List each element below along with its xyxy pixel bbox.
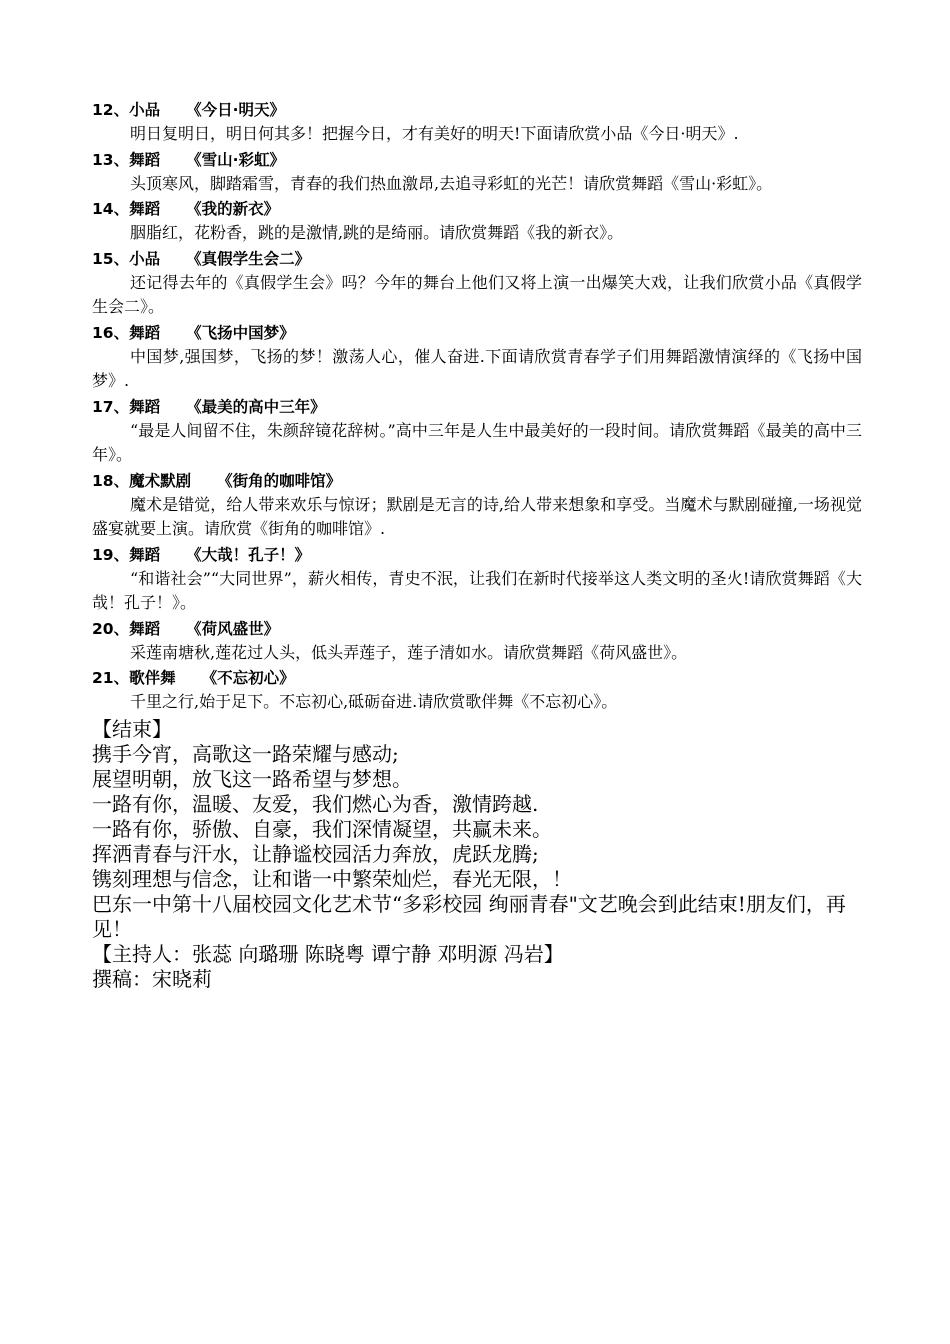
program-item-intro: 头顶寒风，脚踏霜雪，青春的我们热血激昂,去追寻彩虹的光芒！请欣赏舞蹈《雪山·彩虹》。 bbox=[130, 173, 773, 193]
program-item-intro: 千里之行,始于足下。不忘初心,砥砺奋进.请欣赏歌伴舞《不忘初心》。 bbox=[130, 692, 618, 711]
ending-line: 携手今宵，高歌这一路荣耀与感动; bbox=[92, 741, 399, 766]
program-item-intro: 中国梦,强国梦，飞扬的梦！激荡人心，催人奋进.下面请欣赏青春学子们用舞蹈激情演绎的《飞扬中国梦》. bbox=[92, 346, 862, 390]
ending-line: 展望明朝，放飞这一路希望与梦想。 bbox=[92, 766, 412, 791]
item-type: 歌伴舞 bbox=[129, 669, 176, 687]
program-item-heading bbox=[92, 469, 862, 493]
program-item-intro: 还记得去年的《真假学生会》吗？今年的舞台上他们又将上演一出爆笑大戏，让我们欣赏小品《真假学生会二》。 bbox=[92, 272, 862, 316]
program-item-heading bbox=[92, 321, 862, 345]
program-item-heading bbox=[92, 543, 862, 567]
ending-line: 挥洒青春与汗水，让静谧校园活力奔放，虎跃龙腾; bbox=[92, 841, 539, 866]
item-title: 《真假学生会二》 bbox=[186, 249, 311, 268]
program-item-heading bbox=[92, 617, 862, 641]
item-number: 18、 bbox=[92, 471, 130, 490]
item-number: 17、 bbox=[92, 397, 130, 416]
item-number: 21、 bbox=[92, 669, 130, 687]
item-type: 舞蹈 bbox=[129, 323, 161, 342]
item-type: 小品 bbox=[129, 249, 161, 268]
program-item bbox=[92, 617, 862, 666]
item-type: 舞蹈 bbox=[129, 200, 161, 218]
ending-line: 镌刻理想与信念，让和谐一中繁荣灿烂，春光无限，！ bbox=[92, 866, 572, 891]
author-line: 撰稿：宋晓莉 bbox=[92, 966, 212, 991]
program-item-heading bbox=[92, 98, 862, 122]
item-type: 小品 bbox=[129, 101, 161, 119]
item-title: 《荷风盛世》 bbox=[186, 619, 280, 638]
program-item bbox=[92, 247, 862, 320]
item-type: 魔术默剧 bbox=[129, 471, 192, 490]
program-item-intro: 采莲南塘秋,莲花过人头，低头弄莲子，莲子清如水。请欣赏舞蹈《荷风盛世》。 bbox=[130, 642, 688, 662]
item-number: 12、 bbox=[92, 101, 130, 119]
item-number: 16、 bbox=[92, 323, 130, 342]
program-item bbox=[92, 321, 862, 394]
item-number: 13、 bbox=[92, 150, 130, 169]
program-item-heading bbox=[92, 666, 862, 690]
item-type: 舞蹈 bbox=[129, 150, 161, 169]
program-item-intro: “和谐社会”“大同世界”，薪火相传，青史不泯，让我们在新时代接举这人类文明的圣火!请欣赏舞蹈《大哉！孔子！》。 bbox=[92, 568, 862, 612]
ending-line: 一路有你，骄傲、自豪，我们深情凝望，共赢未来。 bbox=[92, 816, 552, 841]
item-number: 14、 bbox=[92, 200, 130, 218]
program-item-intro: 魔术是错觉，给人带来欢乐与惊讶；默剧是无言的诗,给人带来想象和享受。当魔术与默剧碰撞,一场视觉盛宴就要上演。请欣赏《街角的咖啡馆》. bbox=[92, 494, 862, 538]
item-title: 《街角的咖啡馆》 bbox=[217, 471, 342, 490]
ending-heading: 【结束】 bbox=[92, 716, 172, 741]
program-item-intro: 胭脂红，花粉香，跳的是激情,跳的是绮丽。请欣赏舞蹈《我的新衣》。 bbox=[130, 223, 624, 242]
closing-announcement: 巴东一中第十八届校园文化艺术节“多彩校园 绚丽青春"文艺晚会到此结束!朋友们，再见！ bbox=[92, 891, 846, 941]
ending-section bbox=[92, 717, 862, 992]
item-title: 《最美的高中三年》 bbox=[186, 397, 326, 416]
document-page bbox=[92, 98, 862, 992]
item-title: 《我的新衣》 bbox=[186, 200, 280, 218]
ending-line: 一路有你，温暖、友爱，我们燃心为香，激情跨越. bbox=[92, 791, 539, 816]
item-type: 舞蹈 bbox=[129, 545, 161, 564]
item-number: 20、 bbox=[92, 619, 130, 638]
hosts-line: 【主持人：张蕊 向璐珊 陈晓粤 谭宁静 邓明源 冯岩】 bbox=[92, 941, 564, 966]
item-title: 《大哉！孔子！》 bbox=[186, 545, 311, 564]
program-item-heading bbox=[92, 197, 862, 221]
item-title: 《雪山·彩虹》 bbox=[186, 150, 285, 169]
item-number: 15、 bbox=[92, 249, 130, 268]
item-type: 舞蹈 bbox=[129, 619, 161, 638]
program-item bbox=[92, 469, 862, 542]
item-title: 《不忘初心》 bbox=[201, 669, 295, 687]
program-item-intro: 明日复明日，明日何其多！把握今日，才有美好的明天!下面请欣赏小品《今日·明天》. bbox=[130, 124, 739, 143]
item-title: 《今日·明天》 bbox=[186, 101, 285, 119]
item-title: 《飞扬中国梦》 bbox=[186, 323, 295, 342]
program-item-heading bbox=[92, 148, 862, 172]
program-item-heading bbox=[92, 395, 862, 419]
program-item bbox=[92, 148, 862, 197]
program-item-heading bbox=[92, 247, 862, 271]
program-item bbox=[92, 98, 862, 147]
program-item bbox=[92, 395, 862, 468]
program-item bbox=[92, 543, 862, 616]
program-item bbox=[92, 666, 862, 715]
program-item bbox=[92, 197, 862, 246]
item-type: 舞蹈 bbox=[129, 397, 161, 416]
item-number: 19、 bbox=[92, 545, 130, 564]
program-item-intro: “最是人间留不住，朱颜辞镜花辞树。”高中三年是人生中最美好的一段时间。请欣赏舞蹈《最美的高中三年》。 bbox=[92, 420, 862, 464]
